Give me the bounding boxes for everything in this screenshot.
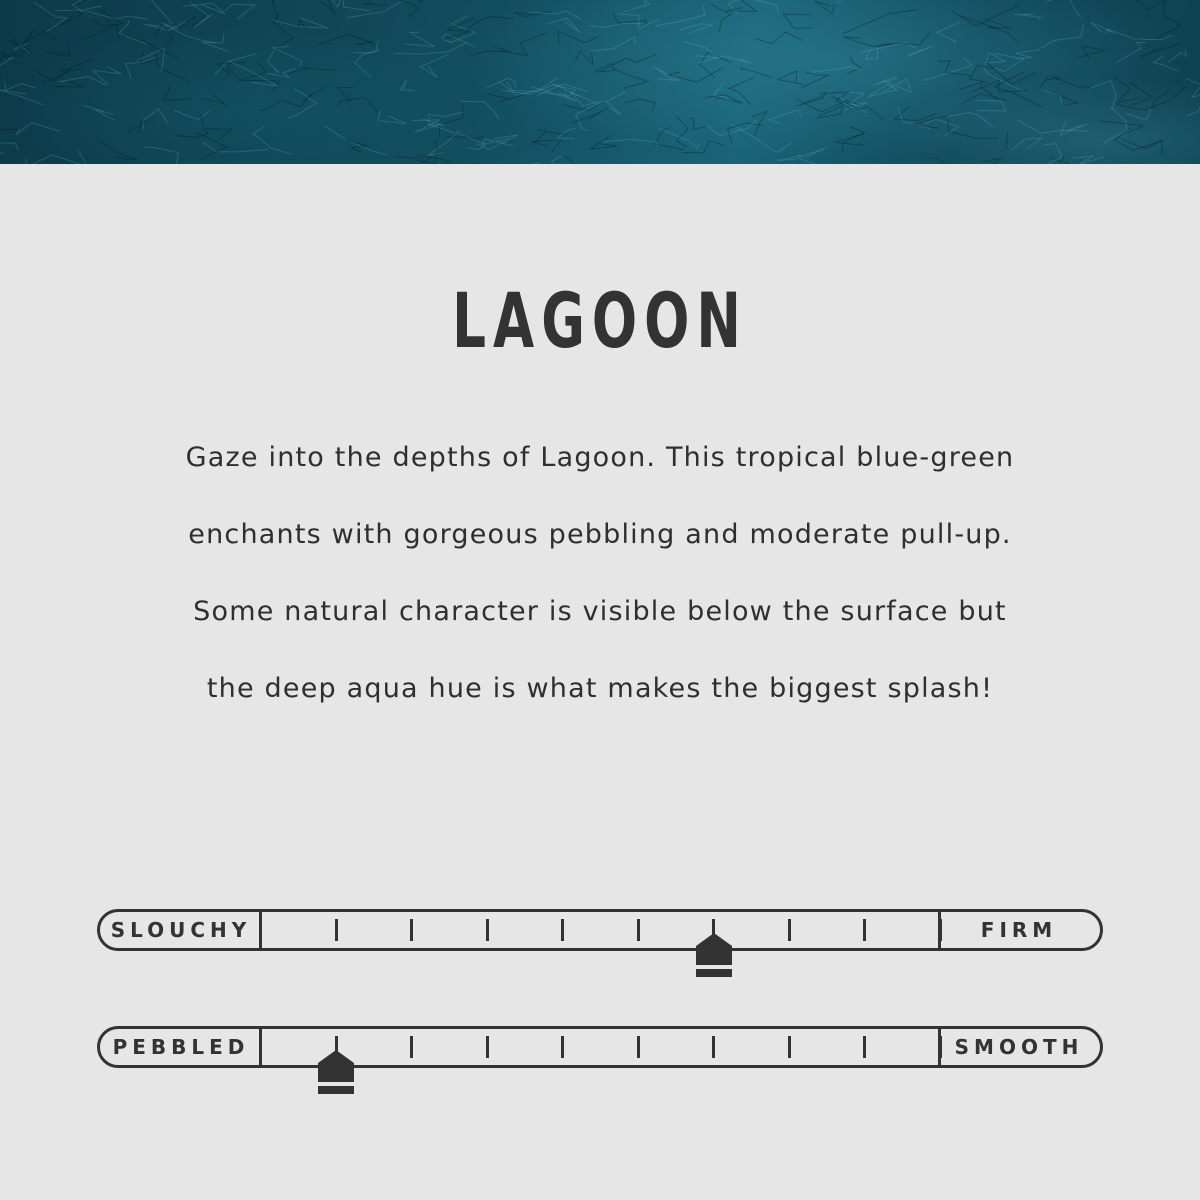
description-line: Gaze into the depths of Lagoon. This tropical blue-green <box>185 442 1015 473</box>
scale-tick <box>712 1036 715 1058</box>
scale-tick <box>410 1036 413 1058</box>
scale-tick <box>637 919 640 941</box>
scale-tick <box>410 919 413 941</box>
scale-tick <box>486 1036 489 1058</box>
scale-tick <box>788 1036 791 1058</box>
description-line: the deep aqua hue is what makes the biggest splash! <box>206 673 994 704</box>
scale-divider <box>259 909 262 951</box>
scale-marker-icon <box>317 1048 355 1098</box>
leather-grain-pattern <box>0 0 1200 164</box>
scale-tick <box>863 1036 866 1058</box>
scale-left-label: SLOUCHY <box>110 918 252 942</box>
scale-tick <box>788 919 791 941</box>
description-line: enchants with gorgeous pebbling and moderate pull-up. <box>188 519 1012 550</box>
scale-tick <box>335 919 338 941</box>
texture-scale <box>97 1026 1103 1068</box>
scale-tick <box>561 1036 564 1058</box>
scale-tick <box>561 919 564 941</box>
firmness-scale <box>97 909 1103 951</box>
scale-right-label: SMOOTH <box>954 1035 1084 1059</box>
scale-marker-icon <box>695 931 733 981</box>
scale-right-label: FIRM <box>980 918 1058 942</box>
description-line: Some natural character is visible below the surface but <box>193 596 1007 627</box>
scale-left-label: PEBBLED <box>112 1035 250 1059</box>
page-title: LAGOON <box>452 276 748 365</box>
scale-tick <box>863 919 866 941</box>
leather-texture-banner <box>0 0 1200 164</box>
scale-tick <box>637 1036 640 1058</box>
scale-divider <box>259 1026 262 1068</box>
description <box>160 436 1040 744</box>
scale-tick <box>486 919 489 941</box>
scale-tick <box>939 1036 942 1058</box>
scale-tick <box>939 919 942 941</box>
